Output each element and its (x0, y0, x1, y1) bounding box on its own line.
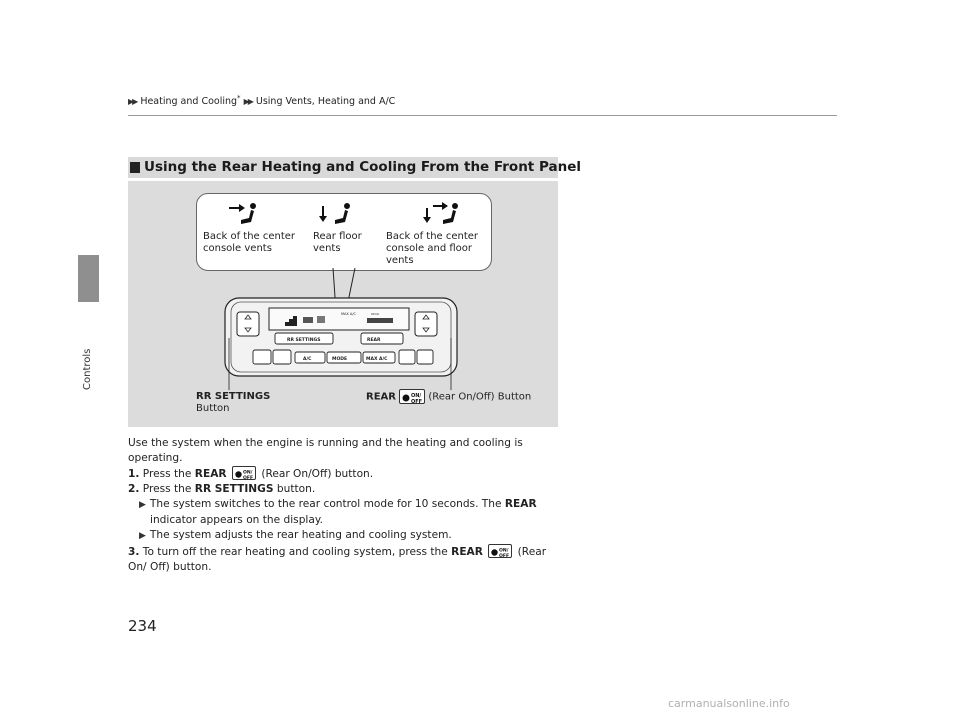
rr-settings-panel-text: RR SETTINGS (287, 338, 321, 343)
svg-text:ON/: ON/ (499, 548, 509, 554)
section-square-icon (130, 162, 140, 173)
result-arrow-icon: ▶ (139, 531, 146, 541)
svg-text:ON/: ON/ (411, 393, 422, 399)
rear-button-label: REAR ON/ OFF (Rear On/Off) Button (366, 389, 531, 404)
svg-text:OFF: OFF (499, 554, 510, 559)
watermark[interactable]: carmanualsonline.info (668, 697, 790, 710)
rear-on-off-icon (399, 389, 425, 404)
max-ac-panel-text: MAX A/C (366, 357, 388, 362)
console-vents-label: Back of the center console vents (203, 231, 296, 254)
result-arrow-icon: ▶ (139, 500, 146, 510)
breadcrumb (128, 94, 395, 107)
climate-control-panel (215, 268, 465, 398)
step-2: 2. Press the RR SETTINGS button. (128, 483, 316, 495)
console-vent-icon (227, 202, 261, 226)
step-2-result-1: ▶ The system switches to the rear control mode for 10 seconds. The REAR indicator appears on the display. (139, 498, 537, 526)
display-max-ac: MAX A/C (341, 312, 356, 316)
side-tab-label: Controls (82, 348, 93, 390)
step-2-result-2: ▶ The system adjusts the rear heating and cooling system. (139, 529, 452, 541)
intro-text: Use the system when the engine is running and the heating and cooling is operating. (128, 437, 523, 464)
console-floor-vent-icon (423, 202, 463, 228)
rear-on-off-icon (232, 466, 256, 480)
page-number: 234 (128, 617, 157, 635)
mode-panel-text: MODE (332, 357, 348, 362)
console-floor-vents-label: Back of the center console and floor vents (386, 231, 479, 266)
double-arrow-icon: ▶▶ (128, 97, 137, 107)
breadcrumb-item-vents[interactable]: Using Vents, Heating and A/C (255, 96, 396, 108)
breadcrumb-marker: * (237, 94, 241, 102)
floor-vent-icon (319, 202, 355, 228)
section-title: Using the Rear Heating and Cooling From the Front Panel (144, 159, 581, 175)
svg-text:OFF: OFF (242, 476, 254, 481)
instructions (128, 436, 548, 575)
rr-settings-label: RR SETTINGS Button (196, 391, 271, 414)
display-rear-indicator: REAR (371, 312, 380, 316)
breadcrumb-item-heating-cooling[interactable]: Heating and Cooling (140, 96, 238, 108)
rear-panel-text: REAR (367, 338, 381, 343)
step-3: 3. To turn off the rear heating and cooling system, press the REAR ON/ OFF (Rear On/ Off) button. (128, 546, 547, 573)
side-tab-marker (78, 255, 99, 302)
rear-on-off-icon (488, 544, 512, 558)
vent-mode-callout (196, 193, 492, 271)
double-arrow-icon: ▶▶ (243, 97, 252, 107)
ac-panel-text: A/C (303, 357, 312, 362)
header-divider (128, 115, 837, 116)
step-1: 1. Press the REAR ON/ OFF (Rear On/Off) button. (128, 468, 374, 481)
svg-text:OFF: OFF (411, 399, 423, 405)
floor-vents-label: Rear floor vents (313, 231, 362, 254)
svg-text:ON/: ON/ (242, 470, 253, 476)
